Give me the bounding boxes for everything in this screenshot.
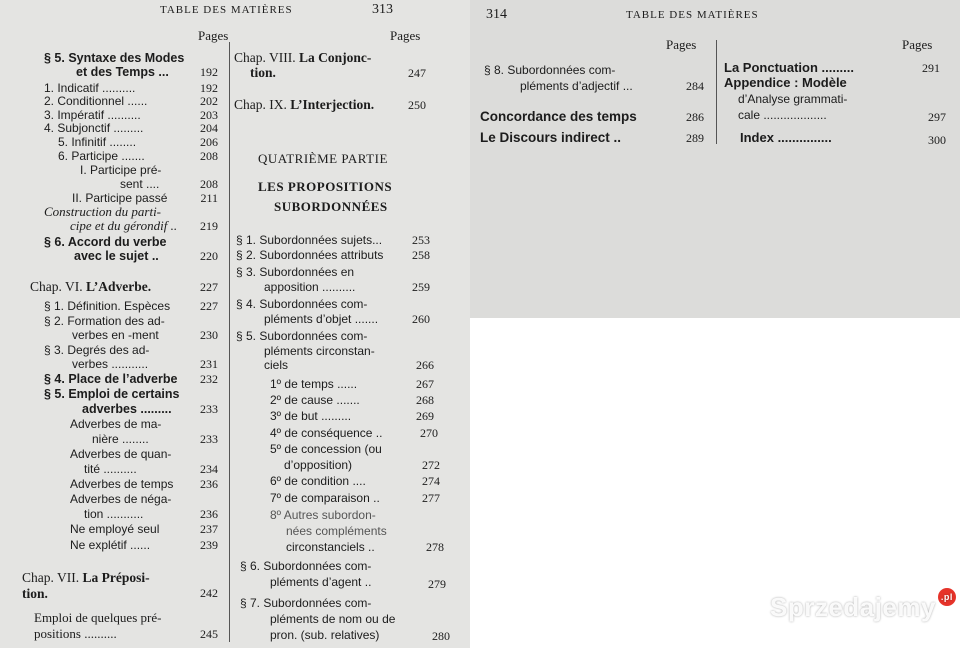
toc-entry-text: 1º de temps ...... (270, 377, 358, 391)
toc-entry-page: 258 (412, 248, 430, 262)
col2-pages-label: Pages (390, 28, 421, 43)
toc-entry-text: § 6. Subordonnées com- (240, 559, 372, 573)
toc-entry-page: 230 (200, 328, 218, 342)
chapter-heading: Chap. VIII. La Conjonc- (234, 50, 372, 65)
toc-entry-page: 270 (420, 426, 438, 440)
right-page-header-title: TABLE DES MATIÈRES (626, 9, 759, 21)
toc-entry-text: § 6. Accord du verbe (44, 235, 167, 249)
toc-entry-text: positions .......... (34, 626, 117, 641)
toc-entry-text: 2º de cause ....... (270, 393, 360, 407)
col2-pages-label: Pages (902, 37, 933, 52)
toc-entry-text: § 4. Place de l’adverbe (44, 372, 178, 386)
toc-entry-text: 6. Participe ....... (58, 149, 145, 163)
toc-entry-page: 278 (426, 540, 444, 554)
toc-entry-text: pléments de nom ou de (270, 612, 396, 626)
toc-entry-text: § 4. Subordonnées com- (236, 297, 368, 311)
toc-entry-page: 253 (412, 233, 430, 247)
toc-entry-page: 208 (200, 149, 218, 163)
toc-entry-page: 219 (200, 219, 218, 233)
toc-entry-text: cipe et du gérondif .. (70, 218, 178, 233)
watermark-badge: .pl (938, 588, 956, 606)
toc-entry-page: 239 (200, 538, 218, 552)
toc-entry-text: 8º Autres subordon- (270, 508, 376, 522)
toc-entry-text: tité .......... (84, 462, 137, 476)
toc-entry-text: § 5. Emploi de certains (44, 387, 180, 401)
toc-entry-page: 279 (428, 577, 446, 591)
toc-entry-text: adverbes ......... (82, 402, 172, 416)
toc-entry-text: 2. Conditionnel ...... (44, 94, 148, 108)
column-divider (716, 40, 717, 144)
toc-entry-text: pléments d’adjectif ... (520, 79, 633, 93)
toc-entry-text: 1. Indicatif .......... (44, 81, 136, 95)
part-title: QUATRIÈME PARTIE (258, 151, 388, 166)
toc-entry-text: circonstanciels .. (286, 540, 375, 554)
toc-entry-page: 204 (200, 121, 218, 135)
toc-entry-text: Adverbes de temps (70, 477, 174, 491)
toc-entry-page: 297 (928, 110, 946, 124)
toc-entry-page: 192 (200, 65, 218, 79)
toc-entry-text: pléments circonstan- (264, 344, 375, 358)
toc-entry-text: Le Discours indirect .. (480, 130, 622, 145)
toc-entry-text: § 3. Degrés des ad- (44, 343, 150, 357)
toc-entry-page: 233 (200, 432, 218, 446)
toc-entry-text: § 7. Subordonnées com- (240, 596, 372, 610)
toc-entry-page: 269 (416, 409, 434, 423)
toc-entry-text: tion. (22, 586, 48, 601)
toc-entry-page: 277 (422, 491, 440, 505)
chapter-heading: Chap. VII. La Préposi- (22, 570, 150, 585)
toc-entry-text: 6º de condition .... (270, 474, 366, 488)
toc-entry-text: § 2. Formation des ad- (44, 314, 165, 328)
toc-entry-page: 289 (686, 131, 704, 145)
toc-entry-text: avec le sujet .. (74, 249, 159, 263)
toc-entry-page: 234 (200, 462, 218, 476)
toc-entry-page: 280 (432, 629, 450, 643)
toc-entry-text: sent .... (120, 177, 160, 191)
toc-entry-page: 227 (200, 280, 218, 294)
toc-entry-text: pron. (sub. relatives) (270, 628, 380, 642)
toc-entry-text: 4. Subjonctif ......... (44, 121, 144, 135)
toc-entry-page: 300 (928, 133, 946, 147)
watermark-logo: Sprzedajemy .pl (770, 592, 956, 623)
toc-entry-page: 245 (200, 627, 218, 641)
toc-entry-page: 274 (422, 474, 440, 488)
toc-entry-text: 5. Infinitif ........ (58, 135, 137, 149)
toc-entry-text: nées compléments (286, 524, 387, 538)
chapter-heading: Chap. IX. L’Interjection. (234, 97, 375, 112)
toc-entry-text: 4º de conséquence .. (270, 426, 383, 440)
toc-entry-text: et des Temps ... (76, 65, 169, 79)
toc-entry-text: Index ............... (740, 130, 832, 145)
toc-entry-page: 260 (412, 312, 430, 326)
toc-entry-text: 7º de comparaison .. (270, 491, 380, 505)
left-book-page (0, 0, 470, 648)
left-page-header-title: TABLE DES MATIÈRES (160, 4, 293, 16)
toc-entry-page: 237 (200, 522, 218, 536)
toc-entry-text: Adverbes de ma- (70, 417, 162, 431)
col1-pages-label: Pages (666, 37, 697, 52)
toc-entry-page: 236 (200, 477, 218, 491)
toc-entry-text: I. Participe pré- (80, 163, 162, 177)
toc-entry-text: verbes ........... (72, 357, 149, 371)
toc-entry-text: Adverbes de quan- (70, 447, 172, 461)
toc-entry-page: 220 (200, 249, 218, 263)
toc-entry-page: 291 (922, 61, 940, 75)
column-divider (229, 42, 230, 642)
toc-entry-text: tion ........... (84, 507, 144, 521)
toc-entry-text: d’opposition) (284, 458, 353, 472)
chapter-heading: Chap. VI. L’Adverbe. (30, 279, 152, 294)
toc-entry-text: Appendice : Modèle (724, 75, 847, 90)
toc-entry-text: 3º de but ......... (270, 409, 352, 423)
toc-entry-page: 227 (200, 299, 218, 313)
toc-entry-page: 232 (200, 372, 218, 386)
toc-entry-text: La Ponctuation ......... (724, 60, 855, 75)
toc-entry-text: § 5. Syntaxe des Modes (44, 51, 185, 65)
toc-entry-page: 259 (412, 280, 430, 294)
toc-entry-text: § 3. Subordonnées en (236, 265, 355, 279)
toc-entry-text: Adverbes de néga- (70, 492, 172, 506)
toc-entry-text: II. Participe passé (72, 191, 168, 205)
toc-entry-text: Construction du parti- (44, 204, 162, 219)
toc-entry-text: verbes en -ment (72, 328, 159, 342)
toc-entry-page: 250 (408, 98, 426, 112)
toc-entry-text: Concordance des temps (480, 109, 637, 124)
toc-entry-text: § 1. Définition. Espèces (44, 299, 171, 313)
col1-pages-label: Pages (198, 28, 229, 43)
toc-entry-page: 268 (416, 393, 434, 407)
toc-entry-text: 3. Impératif .......... (44, 108, 141, 122)
toc-entry-text: d’Analyse grammati- (738, 92, 848, 106)
part-subtitle: LES PROPOSITIONS (258, 179, 393, 194)
toc-entry-page: 208 (200, 177, 218, 191)
toc-entry-text: 5º de concession (ou (270, 442, 382, 456)
toc-entry-text: cale ................... (738, 108, 827, 122)
toc-entry-page: 236 (200, 507, 218, 521)
toc-entry-page: 284 (686, 79, 704, 93)
left-page-number: 313 (372, 2, 393, 17)
toc-entry-page: 272 (422, 458, 440, 472)
toc-entry-text: § 5. Subordonnées com- (236, 329, 368, 343)
part-subtitle: SUBORDONNÉES (274, 199, 388, 214)
toc-entry-text: § 2. Subordonnées attributs (236, 248, 384, 262)
toc-entry-page: 192 (200, 81, 218, 95)
toc-entry-page: 233 (200, 402, 218, 416)
toc-entry-page: 206 (200, 135, 218, 149)
toc-entry-page: 242 (200, 586, 218, 600)
toc-entry-text: apposition .......... (264, 280, 356, 294)
toc-entry-text: pléments d’agent .. (270, 575, 372, 589)
toc-entry-page: 286 (686, 110, 704, 124)
toc-entry-text: ciels (264, 358, 289, 372)
toc-entry-page: 231 (200, 357, 218, 371)
toc-entry-page: 247 (408, 66, 426, 80)
toc-entry-text: Emploi de quelques pré- (34, 610, 162, 625)
right-page-number: 314 (486, 7, 507, 22)
toc-entry-page: 203 (200, 108, 218, 122)
toc-entry-page: 266 (416, 358, 434, 372)
toc-entry-text: § 1. Subordonnées sujets... (236, 233, 383, 247)
toc-entry-page: 211 (200, 191, 218, 205)
toc-entry-text: Ne employé seul (70, 522, 160, 536)
toc-entry-text: § 8. Subordonnées com- (484, 63, 616, 77)
toc-entry-page: 267 (416, 377, 434, 391)
right-book-page (470, 0, 960, 318)
toc-entry-text: Ne explétif ...... (70, 538, 151, 552)
toc-entry-text: nière ........ (92, 432, 149, 446)
toc-entry-page: 202 (200, 94, 218, 108)
toc-entry-text: tion. (250, 65, 276, 80)
toc-entry-text: pléments d’objet ....... (264, 312, 379, 326)
